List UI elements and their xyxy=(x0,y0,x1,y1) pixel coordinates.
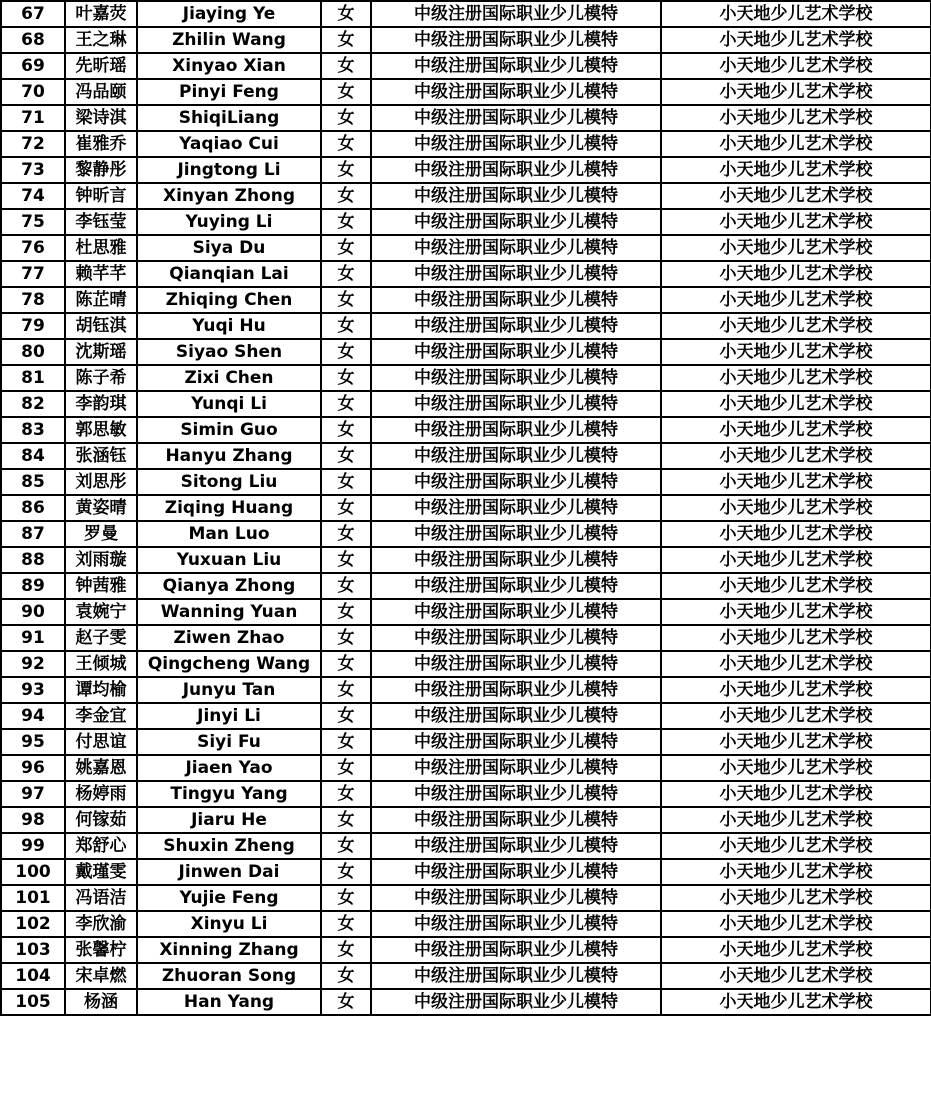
school-name-cell: 小天地少儿艺术学校 xyxy=(661,859,931,885)
chinese-name-cell: 胡钰淇 xyxy=(65,313,137,339)
gender-cell: 女 xyxy=(321,53,371,79)
school-name-cell: 小天地少儿艺术学校 xyxy=(661,677,931,703)
row-number-cell: 76 xyxy=(1,235,65,261)
english-name-cell: Yaqiao Cui xyxy=(137,131,321,157)
english-name-cell: Xinyan Zhong xyxy=(137,183,321,209)
school-name-cell: 小天地少儿艺术学校 xyxy=(661,469,931,495)
english-name-cell: Junyu Tan xyxy=(137,677,321,703)
certification-title-cell: 中级注册国际职业少儿模特 xyxy=(371,53,661,79)
table-row xyxy=(1,521,931,547)
english-name-cell: Siyi Fu xyxy=(137,729,321,755)
certification-title-cell: 中级注册国际职业少儿模特 xyxy=(371,261,661,287)
gender-cell: 女 xyxy=(321,27,371,53)
english-name-cell: Jiaying Ye xyxy=(137,1,321,27)
certification-title-cell: 中级注册国际职业少儿模特 xyxy=(371,287,661,313)
certification-title-cell: 中级注册国际职业少儿模特 xyxy=(371,131,661,157)
english-name-cell: Yuqi Hu xyxy=(137,313,321,339)
table-row xyxy=(1,131,931,157)
certification-title-cell: 中级注册国际职业少儿模特 xyxy=(371,547,661,573)
english-name-cell: Qianya Zhong xyxy=(137,573,321,599)
certification-title-cell: 中级注册国际职业少儿模特 xyxy=(371,755,661,781)
row-number-cell: 102 xyxy=(1,911,65,937)
chinese-name-cell: 付思谊 xyxy=(65,729,137,755)
gender-cell: 女 xyxy=(321,599,371,625)
table-row xyxy=(1,807,931,833)
gender-cell: 女 xyxy=(321,261,371,287)
row-number-cell: 86 xyxy=(1,495,65,521)
school-name-cell: 小天地少儿艺术学校 xyxy=(661,495,931,521)
school-name-cell: 小天地少儿艺术学校 xyxy=(661,313,931,339)
row-number-cell: 69 xyxy=(1,53,65,79)
certification-title-cell: 中级注册国际职业少儿模特 xyxy=(371,209,661,235)
certification-title-cell: 中级注册国际职业少儿模特 xyxy=(371,365,661,391)
row-number-cell: 85 xyxy=(1,469,65,495)
chinese-name-cell: 李钰莹 xyxy=(65,209,137,235)
gender-cell: 女 xyxy=(321,677,371,703)
certification-title-cell: 中级注册国际职业少儿模特 xyxy=(371,625,661,651)
certification-title-cell: 中级注册国际职业少儿模特 xyxy=(371,781,661,807)
chinese-name-cell: 杨涵 xyxy=(65,989,137,1015)
gender-cell: 女 xyxy=(321,1,371,27)
school-name-cell: 小天地少儿艺术学校 xyxy=(661,573,931,599)
chinese-name-cell: 赖芊芊 xyxy=(65,261,137,287)
table-row xyxy=(1,573,931,599)
row-number-cell: 74 xyxy=(1,183,65,209)
table-row xyxy=(1,287,931,313)
school-name-cell: 小天地少儿艺术学校 xyxy=(661,287,931,313)
roster-body xyxy=(1,1,931,1015)
gender-cell: 女 xyxy=(321,105,371,131)
table-row xyxy=(1,833,931,859)
row-number-cell: 92 xyxy=(1,651,65,677)
school-name-cell: 小天地少儿艺术学校 xyxy=(661,547,931,573)
table-row xyxy=(1,755,931,781)
gender-cell: 女 xyxy=(321,339,371,365)
chinese-name-cell: 黄姿晴 xyxy=(65,495,137,521)
table-row xyxy=(1,625,931,651)
row-number-cell: 79 xyxy=(1,313,65,339)
english-name-cell: Qianqian Lai xyxy=(137,261,321,287)
row-number-cell: 95 xyxy=(1,729,65,755)
english-name-cell: Zhilin Wang xyxy=(137,27,321,53)
row-number-cell: 81 xyxy=(1,365,65,391)
english-name-cell: Siya Du xyxy=(137,235,321,261)
chinese-name-cell: 冯语洁 xyxy=(65,885,137,911)
english-name-cell: Han Yang xyxy=(137,989,321,1015)
chinese-name-cell: 钟茜雅 xyxy=(65,573,137,599)
certification-title-cell: 中级注册国际职业少儿模特 xyxy=(371,1,661,27)
school-name-cell: 小天地少儿艺术学校 xyxy=(661,365,931,391)
chinese-name-cell: 李韵琪 xyxy=(65,391,137,417)
row-number-cell: 83 xyxy=(1,417,65,443)
school-name-cell: 小天地少儿艺术学校 xyxy=(661,781,931,807)
table-row xyxy=(1,365,931,391)
table-row xyxy=(1,1,931,27)
table-row xyxy=(1,495,931,521)
certification-title-cell: 中级注册国际职业少儿模特 xyxy=(371,963,661,989)
row-number-cell: 89 xyxy=(1,573,65,599)
english-name-cell: Tingyu Yang xyxy=(137,781,321,807)
chinese-name-cell: 崔雅乔 xyxy=(65,131,137,157)
table-row xyxy=(1,443,931,469)
row-number-cell: 97 xyxy=(1,781,65,807)
school-name-cell: 小天地少儿艺术学校 xyxy=(661,53,931,79)
certification-title-cell: 中级注册国际职业少儿模特 xyxy=(371,677,661,703)
table-row xyxy=(1,911,931,937)
certification-title-cell: 中级注册国际职业少儿模特 xyxy=(371,79,661,105)
english-name-cell: Yuying Li xyxy=(137,209,321,235)
gender-cell: 女 xyxy=(321,287,371,313)
row-number-cell: 91 xyxy=(1,625,65,651)
certification-title-cell: 中级注册国际职业少儿模特 xyxy=(371,859,661,885)
chinese-name-cell: 张涵钰 xyxy=(65,443,137,469)
row-number-cell: 75 xyxy=(1,209,65,235)
row-number-cell: 105 xyxy=(1,989,65,1015)
certification-title-cell: 中级注册国际职业少儿模特 xyxy=(371,313,661,339)
row-number-cell: 88 xyxy=(1,547,65,573)
english-name-cell: Jiaen Yao xyxy=(137,755,321,781)
chinese-name-cell: 姚嘉恩 xyxy=(65,755,137,781)
table-row xyxy=(1,989,931,1015)
table-row xyxy=(1,417,931,443)
row-number-cell: 77 xyxy=(1,261,65,287)
chinese-name-cell: 杜思雅 xyxy=(65,235,137,261)
table-row xyxy=(1,391,931,417)
certification-title-cell: 中级注册国际职业少儿模特 xyxy=(371,807,661,833)
english-name-cell: Jiaru He xyxy=(137,807,321,833)
school-name-cell: 小天地少儿艺术学校 xyxy=(661,937,931,963)
chinese-name-cell: 袁婉宁 xyxy=(65,599,137,625)
table-row xyxy=(1,27,931,53)
table-row xyxy=(1,885,931,911)
school-name-cell: 小天地少儿艺术学校 xyxy=(661,27,931,53)
school-name-cell: 小天地少儿艺术学校 xyxy=(661,105,931,131)
english-name-cell: Man Luo xyxy=(137,521,321,547)
school-name-cell: 小天地少儿艺术学校 xyxy=(661,729,931,755)
gender-cell: 女 xyxy=(321,417,371,443)
english-name-cell: Hanyu Zhang xyxy=(137,443,321,469)
certification-title-cell: 中级注册国际职业少儿模特 xyxy=(371,937,661,963)
chinese-name-cell: 赵子雯 xyxy=(65,625,137,651)
row-number-cell: 98 xyxy=(1,807,65,833)
chinese-name-cell: 王之琳 xyxy=(65,27,137,53)
certification-title-cell: 中级注册国际职业少儿模特 xyxy=(371,703,661,729)
table-row xyxy=(1,651,931,677)
row-number-cell: 96 xyxy=(1,755,65,781)
gender-cell: 女 xyxy=(321,235,371,261)
chinese-name-cell: 刘雨璇 xyxy=(65,547,137,573)
school-name-cell: 小天地少儿艺术学校 xyxy=(661,625,931,651)
english-name-cell: Xinyao Xian xyxy=(137,53,321,79)
chinese-name-cell: 郭思敏 xyxy=(65,417,137,443)
chinese-name-cell: 郑舒心 xyxy=(65,833,137,859)
gender-cell: 女 xyxy=(321,703,371,729)
school-name-cell: 小天地少儿艺术学校 xyxy=(661,651,931,677)
chinese-name-cell: 张馨柠 xyxy=(65,937,137,963)
chinese-name-cell: 谭均榆 xyxy=(65,677,137,703)
row-number-cell: 72 xyxy=(1,131,65,157)
table-row xyxy=(1,599,931,625)
school-name-cell: 小天地少儿艺术学校 xyxy=(661,885,931,911)
row-number-cell: 82 xyxy=(1,391,65,417)
school-name-cell: 小天地少儿艺术学校 xyxy=(661,989,931,1015)
gender-cell: 女 xyxy=(321,833,371,859)
english-name-cell: Xinyu Li xyxy=(137,911,321,937)
chinese-name-cell: 钟昕言 xyxy=(65,183,137,209)
table-row xyxy=(1,235,931,261)
english-name-cell: Zhiqing Chen xyxy=(137,287,321,313)
chinese-name-cell: 冯品颐 xyxy=(65,79,137,105)
school-name-cell: 小天地少儿艺术学校 xyxy=(661,79,931,105)
chinese-name-cell: 李欣渝 xyxy=(65,911,137,937)
english-name-cell: Qingcheng Wang xyxy=(137,651,321,677)
english-name-cell: Ziqing Huang xyxy=(137,495,321,521)
gender-cell: 女 xyxy=(321,885,371,911)
english-name-cell: Zhuoran Song xyxy=(137,963,321,989)
school-name-cell: 小天地少儿艺术学校 xyxy=(661,911,931,937)
school-name-cell: 小天地少儿艺术学校 xyxy=(661,183,931,209)
gender-cell: 女 xyxy=(321,131,371,157)
certification-title-cell: 中级注册国际职业少儿模特 xyxy=(371,651,661,677)
table-row xyxy=(1,339,931,365)
table-row xyxy=(1,209,931,235)
gender-cell: 女 xyxy=(321,911,371,937)
school-name-cell: 小天地少儿艺术学校 xyxy=(661,209,931,235)
school-name-cell: 小天地少儿艺术学校 xyxy=(661,157,931,183)
gender-cell: 女 xyxy=(321,755,371,781)
certification-title-cell: 中级注册国际职业少儿模特 xyxy=(371,729,661,755)
school-name-cell: 小天地少儿艺术学校 xyxy=(661,755,931,781)
table-row xyxy=(1,469,931,495)
row-number-cell: 73 xyxy=(1,157,65,183)
school-name-cell: 小天地少儿艺术学校 xyxy=(661,963,931,989)
row-number-cell: 94 xyxy=(1,703,65,729)
certification-title-cell: 中级注册国际职业少儿模特 xyxy=(371,469,661,495)
english-name-cell: ShiqiLiang xyxy=(137,105,321,131)
table-row xyxy=(1,937,931,963)
english-name-cell: Jinwen Dai xyxy=(137,859,321,885)
row-number-cell: 68 xyxy=(1,27,65,53)
school-name-cell: 小天地少儿艺术学校 xyxy=(661,807,931,833)
gender-cell: 女 xyxy=(321,391,371,417)
chinese-name-cell: 梁诗淇 xyxy=(65,105,137,131)
row-number-cell: 67 xyxy=(1,1,65,27)
row-number-cell: 87 xyxy=(1,521,65,547)
certification-title-cell: 中级注册国际职业少儿模特 xyxy=(371,105,661,131)
gender-cell: 女 xyxy=(321,651,371,677)
table-row xyxy=(1,53,931,79)
certification-title-cell: 中级注册国际职业少儿模特 xyxy=(371,339,661,365)
certification-title-cell: 中级注册国际职业少儿模特 xyxy=(371,495,661,521)
english-name-cell: Simin Guo xyxy=(137,417,321,443)
certification-title-cell: 中级注册国际职业少儿模特 xyxy=(371,443,661,469)
chinese-name-cell: 黎静彤 xyxy=(65,157,137,183)
gender-cell: 女 xyxy=(321,521,371,547)
school-name-cell: 小天地少儿艺术学校 xyxy=(661,703,931,729)
table-row xyxy=(1,313,931,339)
school-name-cell: 小天地少儿艺术学校 xyxy=(661,443,931,469)
gender-cell: 女 xyxy=(321,209,371,235)
school-name-cell: 小天地少儿艺术学校 xyxy=(661,261,931,287)
gender-cell: 女 xyxy=(321,495,371,521)
english-name-cell: Jingtong Li xyxy=(137,157,321,183)
chinese-name-cell: 何镓茹 xyxy=(65,807,137,833)
gender-cell: 女 xyxy=(321,443,371,469)
table-row xyxy=(1,963,931,989)
chinese-name-cell: 陈子希 xyxy=(65,365,137,391)
english-name-cell: Shuxin Zheng xyxy=(137,833,321,859)
gender-cell: 女 xyxy=(321,573,371,599)
chinese-name-cell: 戴瑾雯 xyxy=(65,859,137,885)
row-number-cell: 71 xyxy=(1,105,65,131)
table-row xyxy=(1,729,931,755)
chinese-name-cell: 沈斯瑶 xyxy=(65,339,137,365)
gender-cell: 女 xyxy=(321,157,371,183)
row-number-cell: 90 xyxy=(1,599,65,625)
chinese-name-cell: 李金宜 xyxy=(65,703,137,729)
certification-title-cell: 中级注册国际职业少儿模特 xyxy=(371,885,661,911)
certification-title-cell: 中级注册国际职业少儿模特 xyxy=(371,833,661,859)
row-number-cell: 93 xyxy=(1,677,65,703)
gender-cell: 女 xyxy=(321,989,371,1015)
certification-title-cell: 中级注册国际职业少儿模特 xyxy=(371,27,661,53)
table-row xyxy=(1,677,931,703)
english-name-cell: Sitong Liu xyxy=(137,469,321,495)
gender-cell: 女 xyxy=(321,469,371,495)
certification-title-cell: 中级注册国际职业少儿模特 xyxy=(371,911,661,937)
certification-title-cell: 中级注册国际职业少儿模特 xyxy=(371,391,661,417)
chinese-name-cell: 宋卓燃 xyxy=(65,963,137,989)
certification-title-cell: 中级注册国际职业少儿模特 xyxy=(371,989,661,1015)
school-name-cell: 小天地少儿艺术学校 xyxy=(661,131,931,157)
table-row xyxy=(1,781,931,807)
gender-cell: 女 xyxy=(321,183,371,209)
school-name-cell: 小天地少儿艺术学校 xyxy=(661,599,931,625)
table-row xyxy=(1,859,931,885)
certification-title-cell: 中级注册国际职业少儿模特 xyxy=(371,573,661,599)
table-row xyxy=(1,547,931,573)
school-name-cell: 小天地少儿艺术学校 xyxy=(661,1,931,27)
english-name-cell: Yunqi Li xyxy=(137,391,321,417)
table-row xyxy=(1,105,931,131)
english-name-cell: Yuxuan Liu xyxy=(137,547,321,573)
gender-cell: 女 xyxy=(321,625,371,651)
row-number-cell: 104 xyxy=(1,963,65,989)
row-number-cell: 84 xyxy=(1,443,65,469)
chinese-name-cell: 陈芷晴 xyxy=(65,287,137,313)
gender-cell: 女 xyxy=(321,963,371,989)
school-name-cell: 小天地少儿艺术学校 xyxy=(661,521,931,547)
english-name-cell: Jinyi Li xyxy=(137,703,321,729)
gender-cell: 女 xyxy=(321,807,371,833)
chinese-name-cell: 叶嘉荧 xyxy=(65,1,137,27)
row-number-cell: 80 xyxy=(1,339,65,365)
gender-cell: 女 xyxy=(321,79,371,105)
gender-cell: 女 xyxy=(321,781,371,807)
school-name-cell: 小天地少儿艺术学校 xyxy=(661,833,931,859)
table-row xyxy=(1,183,931,209)
certification-title-cell: 中级注册国际职业少儿模特 xyxy=(371,599,661,625)
certification-title-cell: 中级注册国际职业少儿模特 xyxy=(371,157,661,183)
english-name-cell: Xinning Zhang xyxy=(137,937,321,963)
certification-title-cell: 中级注册国际职业少儿模特 xyxy=(371,183,661,209)
gender-cell: 女 xyxy=(321,313,371,339)
school-name-cell: 小天地少儿艺术学校 xyxy=(661,339,931,365)
row-number-cell: 103 xyxy=(1,937,65,963)
row-number-cell: 99 xyxy=(1,833,65,859)
row-number-cell: 100 xyxy=(1,859,65,885)
table-row xyxy=(1,79,931,105)
chinese-name-cell: 罗曼 xyxy=(65,521,137,547)
row-number-cell: 70 xyxy=(1,79,65,105)
certification-title-cell: 中级注册国际职业少儿模特 xyxy=(371,417,661,443)
table-row xyxy=(1,261,931,287)
school-name-cell: 小天地少儿艺术学校 xyxy=(661,417,931,443)
chinese-name-cell: 杨婷雨 xyxy=(65,781,137,807)
chinese-name-cell: 先昕瑶 xyxy=(65,53,137,79)
english-name-cell: Pinyi Feng xyxy=(137,79,321,105)
gender-cell: 女 xyxy=(321,859,371,885)
table-row xyxy=(1,703,931,729)
chinese-name-cell: 刘思彤 xyxy=(65,469,137,495)
school-name-cell: 小天地少儿艺术学校 xyxy=(661,235,931,261)
chinese-name-cell: 王倾城 xyxy=(65,651,137,677)
certification-title-cell: 中级注册国际职业少儿模特 xyxy=(371,235,661,261)
gender-cell: 女 xyxy=(321,365,371,391)
gender-cell: 女 xyxy=(321,937,371,963)
certification-title-cell: 中级注册国际职业少儿模特 xyxy=(371,521,661,547)
gender-cell: 女 xyxy=(321,547,371,573)
row-number-cell: 78 xyxy=(1,287,65,313)
english-name-cell: Siyao Shen xyxy=(137,339,321,365)
english-name-cell: Zixi Chen xyxy=(137,365,321,391)
english-name-cell: Wanning Yuan xyxy=(137,599,321,625)
english-name-cell: Yujie Feng xyxy=(137,885,321,911)
row-number-cell: 101 xyxy=(1,885,65,911)
english-name-cell: Ziwen Zhao xyxy=(137,625,321,651)
school-name-cell: 小天地少儿艺术学校 xyxy=(661,391,931,417)
table-row xyxy=(1,157,931,183)
gender-cell: 女 xyxy=(321,729,371,755)
